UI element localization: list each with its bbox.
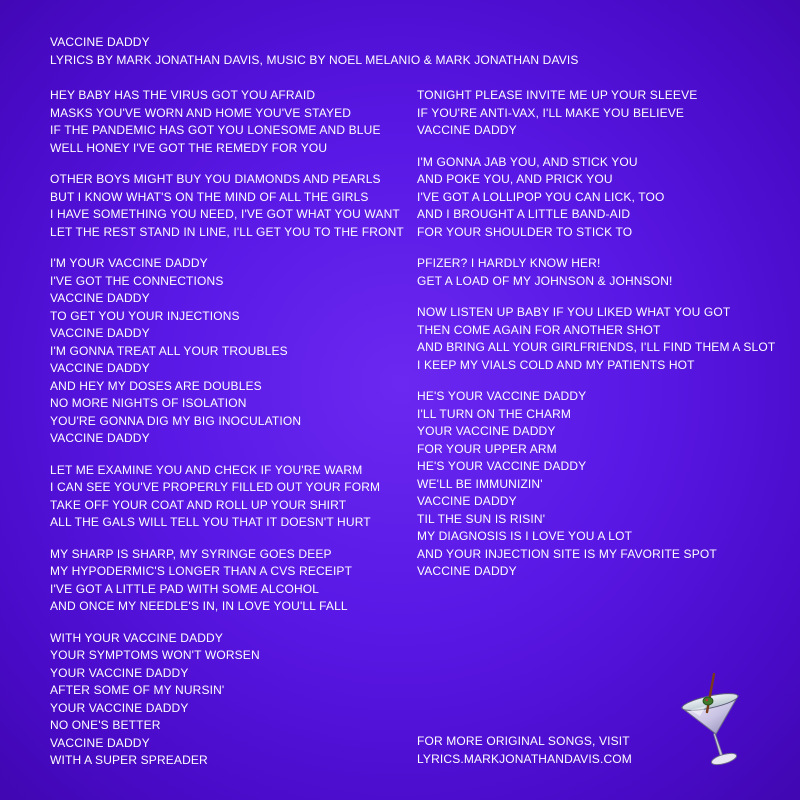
lyric-line: VACCINE DADDY <box>50 735 150 750</box>
lyric-line: THEN COME AGAIN FOR ANOTHER SHOT <box>417 322 661 337</box>
lyric-line: OTHER BOYS MIGHT BUY YOU DIAMONDS AND PEARLS <box>50 172 381 186</box>
lyric-line: MY SHARP IS SHARP, MY SYRINGE GOES DEEP <box>50 546 332 561</box>
stanza <box>417 255 775 290</box>
lyric-line: ALL THE GALS WILL TELL YOU THAT IT DOESN'T HURT <box>50 515 371 529</box>
lyric-line: I HAVE SOMETHING YOU NEED, I'VE GOT WHAT YOU WANT <box>50 207 400 221</box>
lyric-line: LET THE REST STAND IN LINE, I'LL GET YOU TO THE FRONT <box>50 224 404 239</box>
lyric-line: AND ONCE MY NEEDLE'S IN, IN LOVE YOU'LL FALL <box>50 599 348 613</box>
lyric-line: FOR YOUR UPPER ARM <box>417 441 557 456</box>
stanza <box>50 462 404 532</box>
lyric-line: FOR YOUR SHOULDER TO STICK TO <box>417 224 633 239</box>
lyric-line: MASKS YOU'VE WORN AND HOME YOU'VE STAYED <box>50 105 352 120</box>
stanza <box>50 630 404 770</box>
lyric-line: VACCINE DADDY <box>50 291 150 305</box>
lyric-line: MY DIAGNOSIS IS I LOVE YOU A LOT <box>417 529 633 543</box>
stanza <box>417 304 775 374</box>
lyric-line: TIL THE SUN IS RISIN' <box>417 511 546 526</box>
lyric-line: GET A LOAD OF MY JOHNSON & JOHNSON! <box>417 273 673 288</box>
lyric-line: AND I BROUGHT A LITTLE BAND-AID <box>417 207 631 221</box>
lyric-line: TONIGHT PLEASE INVITE ME UP YOUR SLEEVE <box>417 88 698 102</box>
lyric-line: I CAN SEE YOU'VE PROPERLY FILLED OUT YOUR FORM <box>50 480 381 494</box>
lyric-line: PFIZER? I HARDLY KNOW HER! <box>417 256 601 270</box>
lyric-line: VACCINE DADDY <box>50 431 150 445</box>
footer-visit-text: FOR MORE ORIGINAL SONGS, VISIT <box>417 734 630 748</box>
lyric-line: AND POKE YOU, AND PRICK YOU <box>417 172 613 186</box>
lyric-line: MY HYPODERMIC'S LONGER THAN A CVS RECEIPT <box>50 564 353 578</box>
song-credits: LYRICS BY MARK JONATHAN DAVIS, MUSIC BY NOEL MELANIO & MARK JONATHAN DAVIS <box>50 53 579 67</box>
lyric-line: I'LL TURN ON THE CHARM <box>417 406 572 421</box>
footer <box>417 733 632 768</box>
lyric-line: VACCINE DADDY <box>417 494 517 508</box>
lyric-line: YOUR VACCINE DADDY <box>417 424 556 438</box>
lyric-line: WELL HONEY I'VE GOT THE REMEDY FOR YOU <box>50 140 328 155</box>
lyric-line: I'VE GOT THE CONNECTIONS <box>50 273 224 288</box>
lyric-line: HEY BABY HAS THE VIRUS GOT YOU AFRAID <box>50 88 316 102</box>
lyric-line: WITH YOUR VACCINE DADDY <box>50 630 224 645</box>
lyric-line: TO GET YOU YOUR INJECTIONS <box>50 308 240 323</box>
stanza <box>50 87 404 157</box>
lyric-line: VACCINE DADDY <box>50 361 150 375</box>
stanza <box>50 546 404 616</box>
stanza <box>417 154 775 242</box>
lyric-line: NOW LISTEN UP BABY IF YOU LIKED WHAT YOU GOT <box>417 305 731 319</box>
lyric-line: BUT I KNOW WHAT'S ON THE MIND OF ALL THE GIRLS <box>50 189 369 204</box>
lyric-line: I'VE GOT A LITTLE PAD WITH SOME ALCOHOL <box>50 581 320 596</box>
lyric-line: TAKE OFF YOUR COAT AND ROLL UP YOUR SHIRT <box>50 497 347 512</box>
lyric-line: I'M GONNA TREAT ALL YOUR TROUBLES <box>50 343 288 358</box>
lyric-line: AFTER SOME OF MY NURSIN' <box>50 683 225 697</box>
lyrics-right-column <box>417 87 775 595</box>
stanza <box>50 255 404 448</box>
lyric-line: VACCINE DADDY <box>417 564 517 578</box>
lyric-line: LET ME EXAMINE YOU AND CHECK IF YOU'RE WARM <box>50 462 363 477</box>
lyric-line: IF YOU'RE ANTI-VAX, I'LL MAKE YOU BELIEVE <box>417 105 685 120</box>
lyric-line: I KEEP MY VIALS COLD AND MY PATIENTS HOT <box>417 357 695 372</box>
lyric-line: NO ONE'S BETTER <box>50 718 161 732</box>
lyric-line: YOUR VACCINE DADDY <box>50 665 189 680</box>
song-title: VACCINE DADDY <box>50 35 150 49</box>
lyric-line: YOUR VACCINE DADDY <box>50 700 189 715</box>
lyric-line: NO MORE NIGHTS OF ISOLATION <box>50 396 247 410</box>
lyric-line: I'VE GOT A LOLLIPOP YOU CAN LICK, TOO <box>417 189 665 204</box>
lyrics-left-column <box>50 87 404 784</box>
lyric-line: VACCINE DADDY <box>417 123 517 137</box>
lyric-line: I'M YOUR VACCINE DADDY <box>50 256 208 270</box>
lyric-line: HE'S YOUR VACCINE DADDY <box>417 389 587 403</box>
lyric-line: AND YOUR INJECTION SITE IS MY FAVORITE SPOT <box>417 546 717 561</box>
stanza <box>417 87 775 140</box>
stanza <box>50 171 404 241</box>
lyric-line: HE'S YOUR VACCINE DADDY <box>417 459 587 473</box>
lyric-line: IF THE PANDEMIC HAS GOT YOU LONESOME AND BLUE <box>50 123 381 137</box>
lyric-line: YOU'RE GONNA DIG MY BIG INOCULATION <box>50 413 302 428</box>
lyric-line: VACCINE DADDY <box>50 326 150 340</box>
lyric-line: AND BRING ALL YOUR GIRLFRIENDS, I'LL FIND THEM A SLOT <box>417 340 776 354</box>
lyric-line: AND HEY MY DOSES ARE DOUBLES <box>50 378 262 393</box>
stanza <box>417 388 775 581</box>
lyric-line: WITH A SUPER SPREADER <box>50 753 208 767</box>
lyric-line: WE'LL BE IMMUNIZIN' <box>417 476 543 491</box>
header <box>50 33 579 69</box>
lyric-line: YOUR SYMPTOMS WON'T WORSEN <box>50 648 260 662</box>
lyric-line: I'M GONNA JAB YOU, AND STICK YOU <box>417 154 638 169</box>
footer-website-link[interactable]: LYRICS.MARKJONATHANDAVIS.COM <box>417 751 632 766</box>
martini-glass-icon <box>676 672 756 772</box>
